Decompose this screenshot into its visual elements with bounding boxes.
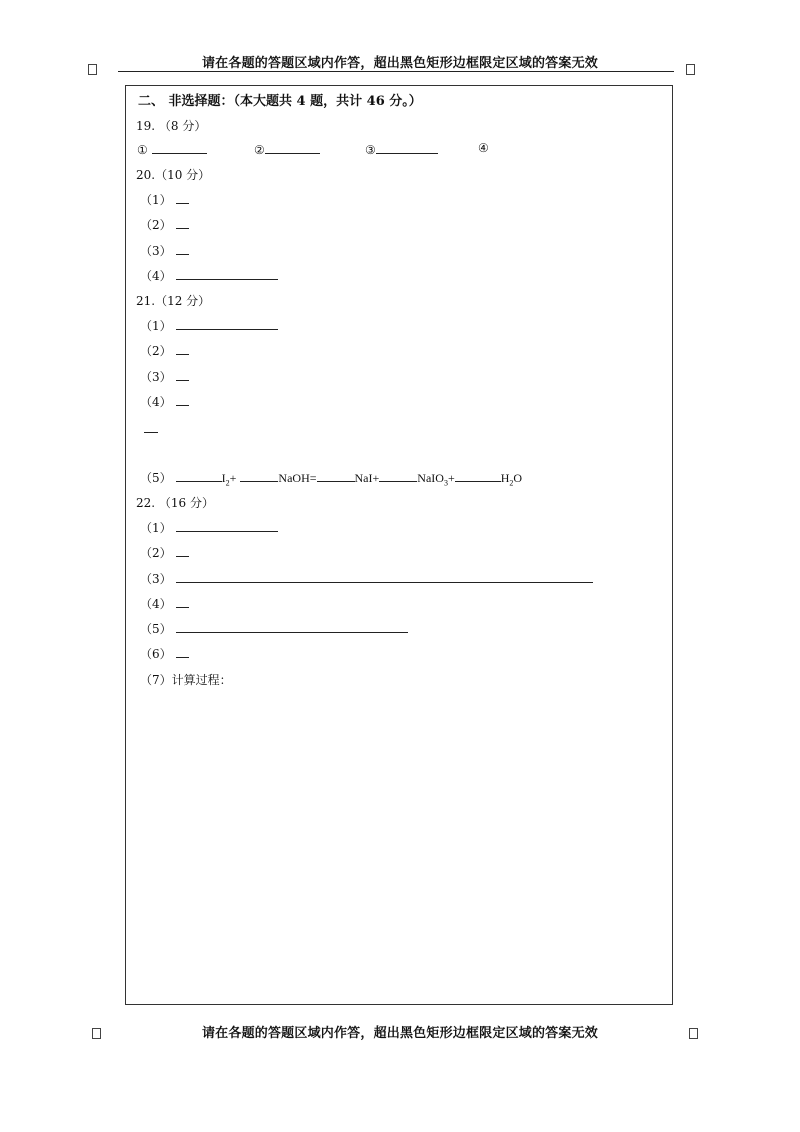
q22-blank-1[interactable] <box>176 519 278 532</box>
eq-blank-nai[interactable] <box>317 469 355 482</box>
q20-item-4-label: （4） <box>140 269 172 283</box>
q21-item-1-label: （1） <box>140 319 172 333</box>
q20-item-1 <box>140 191 189 208</box>
q19-blank-1[interactable] <box>152 141 207 154</box>
q19-option-4 <box>478 141 489 155</box>
q22-item-7: （7）计算过程： <box>140 673 232 687</box>
calculation-work-area[interactable] <box>140 695 660 995</box>
top-rule <box>118 71 674 72</box>
q20-blank-4[interactable] <box>176 267 278 280</box>
q22-blank-4[interactable] <box>176 595 189 608</box>
q21-item-3-label: （3） <box>140 370 172 384</box>
q19-option-2[interactable] <box>254 141 320 157</box>
q22-item-6-label: （6） <box>140 647 172 661</box>
q21-item-4 <box>140 393 189 410</box>
q22-item-4-label: （4） <box>140 597 172 611</box>
q21-blank-4[interactable] <box>176 393 189 406</box>
eq-naio3: NaIO$_3$+ <box>417 471 455 488</box>
q21-blank-2[interactable] <box>176 342 189 355</box>
q22-item-2 <box>140 544 189 561</box>
bottom-warning-banner: 请在各题的答题区域内作答，超出黑色矩形边框限定区域的答案无效 <box>201 1026 598 1041</box>
top-warning-banner: 请在各题的答题区域内作答，超出黑色矩形边框限定区域的答案无效 <box>201 56 598 71</box>
q21-item-5-equation <box>140 469 522 487</box>
q20-item-4 <box>140 267 278 284</box>
q22-item-4 <box>140 595 189 612</box>
q19-blank-3[interactable] <box>376 141 438 154</box>
q22-blank-2[interactable] <box>176 544 189 557</box>
q19-option-3[interactable] <box>365 141 438 157</box>
q21-blank-3[interactable] <box>176 368 189 381</box>
eq-blank-i2[interactable] <box>176 469 222 482</box>
q19-blank-2[interactable] <box>265 141 320 154</box>
eq-blank-h2o[interactable] <box>455 469 501 482</box>
q22-item-5-label: （5） <box>140 622 172 636</box>
q19-header: 19. （8 分） <box>136 119 207 133</box>
q21-extra-blank[interactable] <box>144 432 158 433</box>
q22-item-3-label: （3） <box>140 572 172 586</box>
q22-blank-3[interactable] <box>176 570 593 583</box>
q19-option-1[interactable] <box>137 141 207 157</box>
q20-blank-1[interactable] <box>176 191 189 204</box>
q21-item-2 <box>140 342 189 359</box>
q21-blank-1[interactable] <box>176 317 278 330</box>
q20-blank-3[interactable] <box>176 242 189 255</box>
q21-item-2-label: （2） <box>140 344 172 358</box>
eq-blank-naio3[interactable] <box>379 469 417 482</box>
q22-item-1-label: （1） <box>140 521 172 535</box>
q19-option-4-label: ④ <box>478 141 489 155</box>
q22-blank-6[interactable] <box>176 645 189 658</box>
q21-item-5-label: （5） <box>140 471 172 485</box>
q22-header: 22. （16 分） <box>136 496 214 510</box>
q22-item-6 <box>140 645 189 662</box>
q22-item-3 <box>140 570 593 587</box>
q19-option-2-label: ② <box>254 143 265 157</box>
q22-item-1 <box>140 519 278 536</box>
q22-item-2-label: （2） <box>140 546 172 560</box>
eq-blank-naoh[interactable] <box>240 469 278 482</box>
q21-item-4-label: （4） <box>140 395 172 409</box>
eq-nai: NaI+ <box>354 471 380 485</box>
q22-item-5 <box>140 620 408 637</box>
eq-i2: $I_2+$ <box>221 471 237 488</box>
q20-item-3 <box>140 242 189 259</box>
q20-item-2 <box>140 216 189 233</box>
q21-item-3 <box>140 368 189 385</box>
section-title: 二、 非选择题：（本大题共 4 题，共计 46 分。） <box>138 94 422 109</box>
q20-item-2-label: （2） <box>140 218 172 232</box>
q19-option-1-label: ① <box>137 143 148 157</box>
q22-blank-5[interactable] <box>176 620 408 633</box>
q20-blank-2[interactable] <box>176 216 189 229</box>
eq-h2o: $H_2O$ <box>500 471 523 488</box>
eq-naoh: NaOH= <box>278 471 317 485</box>
q19-option-3-label: ③ <box>365 143 376 157</box>
q21-item-1 <box>140 317 278 334</box>
q20-item-1-label: （1） <box>140 193 172 207</box>
q21-header: 21.（12 分） <box>136 294 211 308</box>
q20-item-3-label: （3） <box>140 244 172 258</box>
q20-header: 20.（10 分） <box>136 168 211 182</box>
